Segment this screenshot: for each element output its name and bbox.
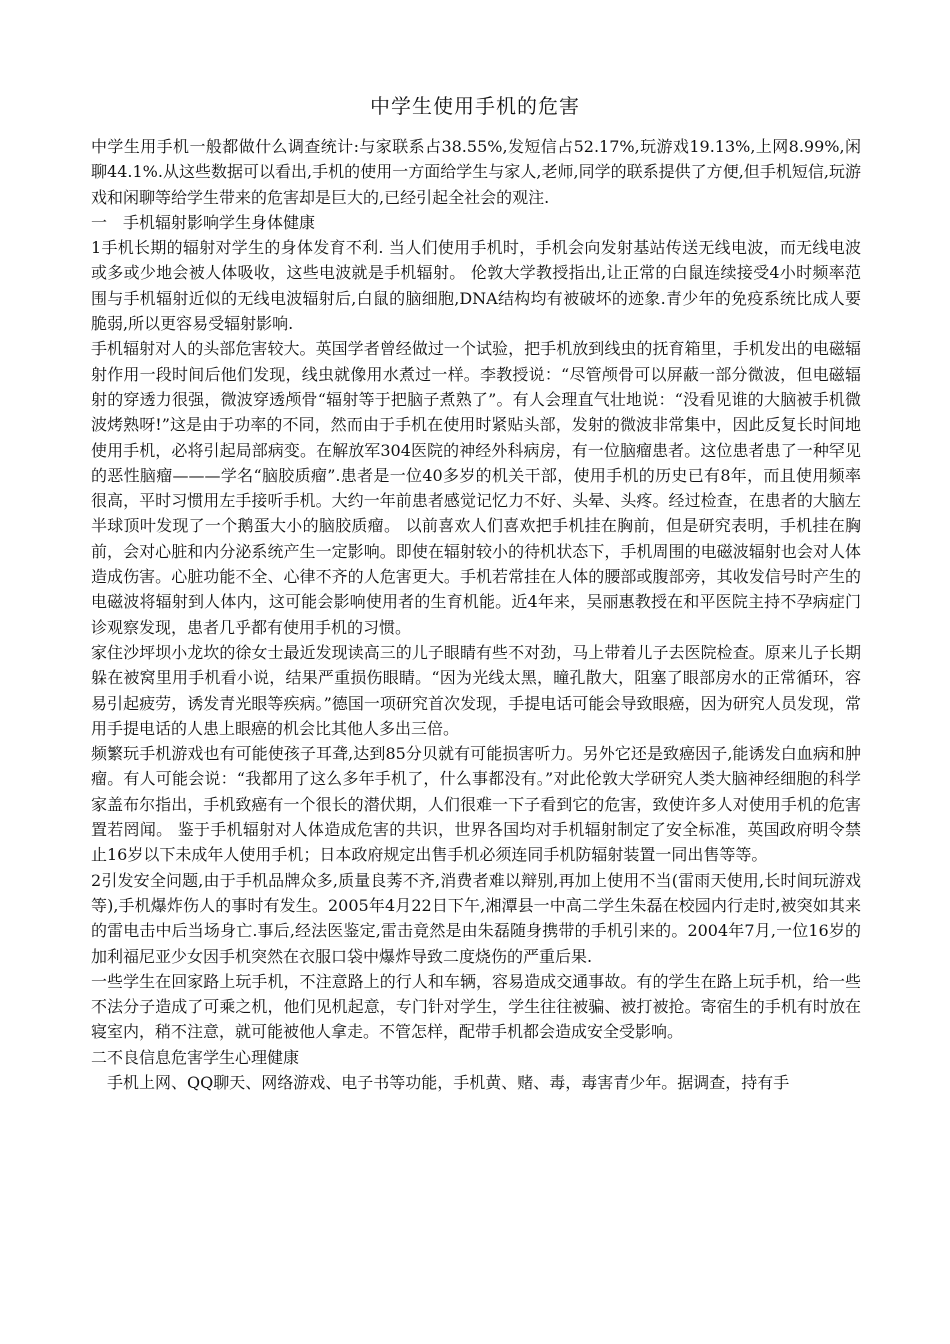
intro-paragraph: 中学生用手机一般都做什么调查统计:与家联系占38.55%,发短信占52.17%,玩游戏19.13%,上网8.99%,闲聊44.1%.从这些数据可以看出,手机的使用一方面给学生与家人,老师,同学的联系提供了方便,但手机短信,玩游戏和闲聊等给学生带来的危害却是巨大的,已经引起全社会的观注. — [91, 137, 861, 207]
section-heading-mental-health: 二不良信息危害学生心理健康 — [91, 1047, 300, 1067]
paragraph-traffic-theft: 一些学生在回家路上玩手机，不注意路上的行人和车辆，容易造成交通事故。有的学生在路上玩手机，给一些不法分子造成了可乘之机，他们见机起意，专门针对学生，学生往往被骗、被打被抢。寄宿生的手机有时放在寝室内，稍不注意，就可能被他人拿走。不管怎样，配带手机都会造成安全受影响。 — [91, 971, 861, 1042]
paragraph-head-harm: 手机辐射对人的头部危害较大。英国学者曾经做过一个试验，把手机放到线虫的抚育箱里，手机发出的电磁辐射作用一段时间后他们发现，线虫就像用水煮过一样。李教授说：“尽管颅骨可以屏蔽一部分微波，但电磁辐射的穿透力很强，微波穿透颅骨“辐射等于把脑子煮熟了”。有人会理直气壮地说：“没看见谁的大脑被手机微波烤熟呀!”这是由于功率的不同，然而由于手机在使用时紧贴头部，发射的微波非常集中，因此反复长时间地使用手机，必将引起局部病变。在解放军304医院的神经外科病房，有一位脑瘤患者。这位患者患了一种罕见的恶性脑瘤———学名“脑胶质瘤”.患者是一位40多岁的机关干部，使用手机的历史已有8年，而且使用频率很高，平时习惯用左手接听手机。大约一年前患者感觉记忆力不好、头晕、头疼。经过检查，在患者的大脑左半球顶叶发现了一个鹅蛋大小的脑胶质瘤。 以前喜欢人们喜欢把手机挂在胸前，但是研究表明，手机挂在胸前，会对心脏和内分泌系统产生一定影响。即使在辐射较小的待机状态下，手机周围的电磁波辐射也会对人体造成伤害。心脏功能不全、心律不齐的人危害更大。手机若常挂在人体的腰部或腹部旁，其收发信号时产生的电磁波将辐射到人体内，这可能会影响使用者的生育机能。近4年来，吴丽惠教授在和平医院主持不孕病症门诊观察发现，患者几乎都有使用手机的习惯。 — [91, 339, 861, 637]
paragraph-hearing-cancer: 频繁玩手机游戏也有可能使孩子耳聋,达到85分贝就有可能损害听力。另外它还是致癌因子,能诱发白血病和肿瘤。有人可能会说：“我都用了这么多年手机了，什么事都没有。”对此伦敦大学研究人类大脑神经细胞的科学家盖布尔指出，手机致癌有一个很长的潜伏期，人们很难一下子看到它的危害，致使许多人对使用手机的危害置若罔闻。 鉴于手机辐射对人体造成危害的共识，世界各国均对手机辐射制定了安全标准，英国政府明令禁止16岁以下未成年人使用手机；日本政府规定出售手机必须连同手机防辐射装置一同出售等等。 — [91, 744, 861, 865]
section-heading-physical-health: 一 手机辐射影响学生身体健康 — [91, 212, 316, 232]
paragraph-eye-damage: 家住沙坪坝小龙坎的徐女士最近发现读高三的儿子眼睛有些不对劲，马上带着儿子去医院检查。原来儿子长期躲在被窝里用手机看小说，结果严重损伤眼睛。“因为光线太黑，瞳孔散大，阻塞了眼部房水的正常循环，容易引起疲劳，诱发青光眼等疾病。”德国一项研究首次发现，手提电话可能会导致眼癌，因为研究人员发现，常用手提电话的人患上眼癌的机会比其他人多出三倍。 — [91, 642, 861, 738]
paragraph-safety-explosion: 2引发安全问题,由于手机品牌众多,质量良莠不齐,消费者难以辩别,再加上使用不当(雷雨天使用,长时间玩游戏等),手机爆炸伤人的事时有发生。2005年4月22日下午,湘潭县一中高二学生朱磊在校园内行走时,被突如其来的雷电击中后当场身亡.事后,经法医鉴定,雷击竟然是由朱磊随身携带的手机引来的。2004年7月,一位16岁的加利福尼亚少女因手机突然在衣服口袋中爆炸导致二度烧伤的严重后果. — [91, 870, 861, 966]
paragraph-harmful-info: 手机上网、QQ聊天、网络游戏、电子书等功能，手机黄、赌、毒，毒害青少年。据调查，持有手 — [91, 1072, 790, 1092]
paragraph-radiation-development: 1手机长期的辐射对学生的身体发育不利. 当人们使用手机时，手机会向发射基站传送无线电波，而无线电波或多或少地会被人体吸收，这些电波就是手机辐射。 伦敦大学教授指出,让正常的白鼠连续接受4小时频率范围与手机辐射近似的无线电波辐射后,白鼠的脑细胞,DNA结构均有被破坏的迹象.青少年的免疫系统比成人要脆弱,所以更容易受辐射影响. — [91, 238, 861, 334]
document-title: 中学生使用手机的危害 — [370, 94, 580, 118]
document-body — [91, 134, 861, 1095]
